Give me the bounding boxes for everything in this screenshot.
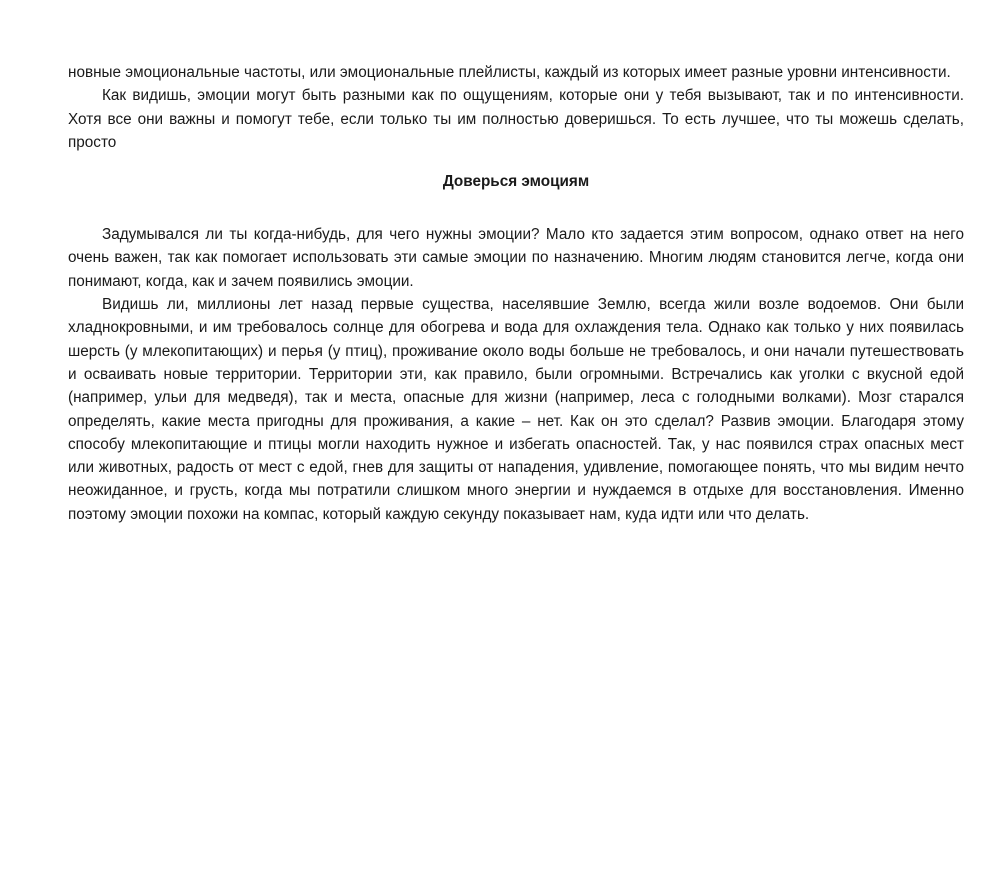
paragraph: Видишь ли, миллионы лет назад первые существа, населявшие Землю, всегда жили возле водоемов. Они были хладнокровными, и им требовалось солнце для обогрева и вода для охлаждения тела. Однако как только у них появилась шерсть (у млекопитающих) и перья (у птиц), проживание около воды больше не требовалось, и они начали путешествовать и осваивать новые территории. Территории эти, как правило, были огромными. Встречались как уголки с вкусной едой (например, ульи для медведя), так и места, опасные для жизни (например, леса с голодными волками). Мозг старался определять, какие места пригодны для проживания, а какие – нет. Как он это сделал? Развив эмоции. Благодаря этому способу млекопитающие и птицы могли находить нужное и избегать опасностей. Так, у нас появился страх опасных мест или животных, радость от мест с едой, гнев для защиты от нападения, удивление, помогающее понять, что мы видим нечто неожиданное, и грусть, когда мы потратили слишком много энергии и нуждаемся в отдыхе для восстановления. Именно поэтому эмоции похожи на компас, который каждую секунду показывает нам, куда идти или что делать. [68, 296, 964, 523]
paragraph-continued: новные эмоциональные частоты, или эмоциональные плейлисты, каждый из которых имеет разные уровни интенсивности. [68, 64, 951, 81]
paragraph: Как видишь, эмоции могут быть разными как по ощущениям, которые они у тебя вызывают, так и по интенсивности. Хотя все они важны и помогут тебе, если только ты им полностью доверишься. То есть лучшее, что ты можешь сделать, просто [68, 87, 964, 151]
paragraph: Задумывался ли ты когда-нибудь, для чего нужны эмоции? Мало кто задается этим вопросом, однако ответ на него очень важен, так как помогает использовать эти самые эмоции по назначению. Многим людям становится легче, когда они понимают, когда, как и зачем появились эмоции. [68, 226, 964, 290]
section-heading: Доверься эмоциям [442, 173, 590, 191]
document-page [68, 61, 964, 526]
